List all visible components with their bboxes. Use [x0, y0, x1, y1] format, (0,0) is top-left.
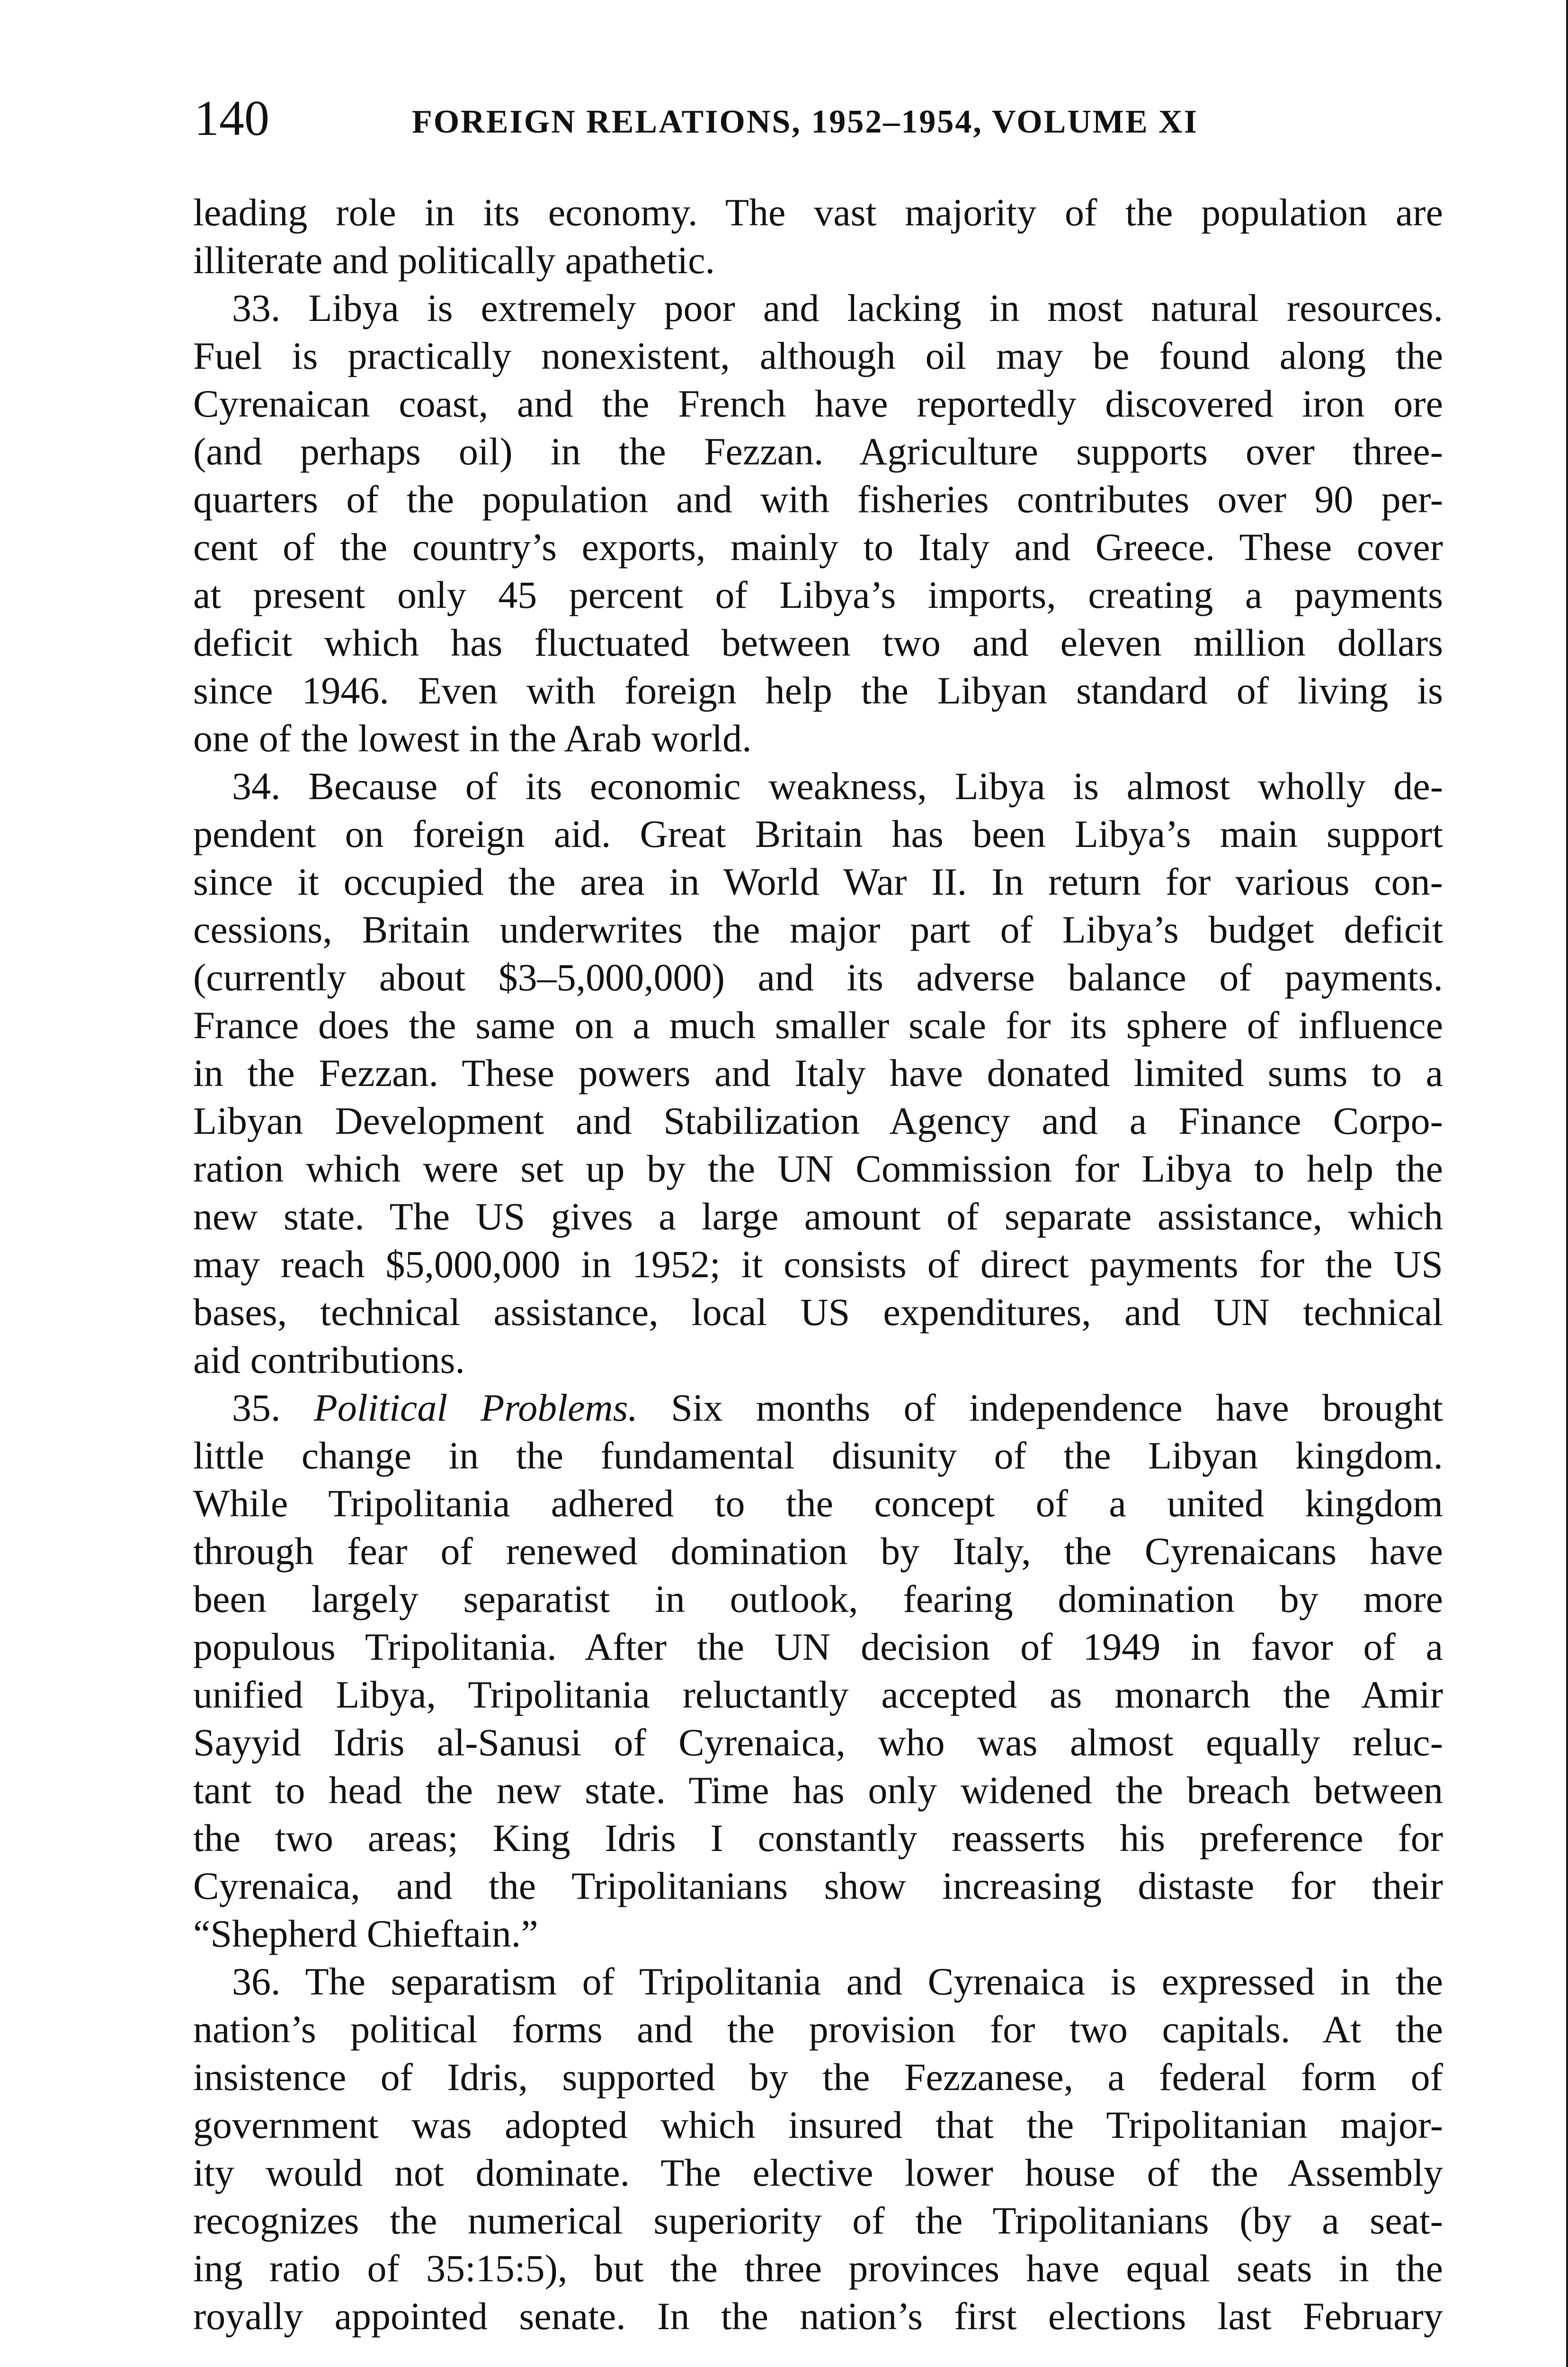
paragraph-number: 35.: [232, 1386, 281, 1429]
text-line: Cyrenaican coast, and the French have reportedly discovered iron ore: [193, 382, 1443, 425]
text-line: bases, technical assistance, local US expenditures, and UN technical: [193, 1290, 1443, 1334]
text-line: through fear of renewed domination by Italy, the Cyrenaicans have: [193, 1530, 1443, 1573]
text-line: illiterate and politically apathetic.: [193, 239, 715, 282]
text-line: may reach $5,000,000 in 1952; it consists of direct payments for the US: [193, 1243, 1443, 1286]
text-line: in the Fezzan. These powers and Italy have donated limited sums to a: [193, 1051, 1443, 1095]
text-run: Six months of independence have brought: [671, 1386, 1443, 1429]
text-line: [193, 1384, 1443, 1432]
page-edge-rule: [1566, 0, 1568, 2367]
section-heading: Political Problems.: [313, 1386, 638, 1429]
text-line: Fuel is practically nonexistent, although oil may be found along the: [193, 334, 1443, 377]
text-line: little change in the fundamental disunity of the Libyan kingdom.: [193, 1434, 1443, 1477]
text-line: Libyan Development and Stabilization Agency and a Finance Corpo-: [193, 1099, 1443, 1142]
text-line: government was adopted which insured that the Tripolitanian major-: [193, 2103, 1443, 2146]
text-line: Sayyid Idris al-Sanusi of Cyrenaica, who was almost equally reluc-: [193, 1721, 1443, 1764]
text-line: Cyrenaica, and the Tripolitanians show increasing distaste for their: [193, 1864, 1443, 1907]
text-line: the two areas; King Idris I constantly reasserts his preference for: [193, 1816, 1443, 1860]
page-number: 140: [194, 90, 269, 146]
text-line: While Tripolitania adhered to the concept of a united kingdom: [193, 1482, 1443, 1525]
paragraph-34: [193, 762, 1443, 1384]
text-line: recognizes the numerical superiority of the Tripolitanians (by a seat-: [193, 2199, 1443, 2242]
text-line: cessions, Britain underwrites the major part of Libya’s budget deficit: [193, 908, 1443, 951]
text-line: ration which were set up by the UN Commission for Libya to help the: [193, 1147, 1443, 1190]
text-line: ity would not dominate. The elective lower house of the Assembly: [193, 2151, 1443, 2194]
text-line: 34. Because of its economic weakness, Libya is almost wholly de-: [232, 765, 1443, 808]
paragraph-35: [193, 1384, 1443, 1958]
text-line: populous Tripolitania. After the UN decision of 1949 in favor of a: [193, 1625, 1443, 1668]
paragraph-32-continued: [193, 188, 1443, 284]
text-line: deficit which has fluctuated between two and eleven million dollars: [193, 621, 1443, 664]
paragraph-33: [193, 284, 1443, 762]
text-line: insistence of Idris, supported by the Fezzanese, a federal form of: [193, 2056, 1443, 2099]
text-line: “Shepherd Chieftain.”: [193, 1912, 538, 1955]
text-line: new state. The US gives a large amount of separate assistance, which: [193, 1195, 1443, 1238]
running-head: FOREIGN RELATIONS, 1952–1954, VOLUME XI: [412, 104, 1198, 140]
text-line: aid contributions.: [193, 1338, 465, 1381]
text-line: since 1946. Even with foreign help the Libyan standard of living is: [193, 669, 1443, 712]
text-line: royally appointed senate. In the nation’s first elections last February: [193, 2295, 1443, 2338]
page-header: [194, 83, 1434, 154]
text-line: quarters of the population and with fisheries contributes over 90 per-: [193, 478, 1443, 521]
text-line: nation’s political forms and the provision for two capitals. At the: [193, 2008, 1443, 2051]
text-line: leading role in its economy. The vast majority of the population are: [193, 191, 1443, 234]
text-line: been largely separatist in outlook, fearing domination by more: [193, 1577, 1443, 1620]
text-line: (and perhaps oil) in the Fezzan. Agriculture supports over three-: [193, 430, 1443, 473]
paragraph-36: [193, 1958, 1443, 2340]
text-line: pendent on foreign aid. Great Britain has been Libya’s main support: [193, 812, 1443, 855]
body-text: [193, 188, 1443, 2340]
text-line: since it occupied the area in World War II. In return for various con-: [193, 860, 1443, 903]
text-line: at present only 45 percent of Libya’s imports, creating a payments: [193, 573, 1443, 616]
text-line: one of the lowest in the Arab world.: [193, 717, 752, 760]
text-line: cent of the country’s exports, mainly to Italy and Greece. These cover: [193, 525, 1443, 569]
text-line: tant to head the new state. Time has only widened the breach between: [193, 1769, 1443, 1812]
text-line: unified Libya, Tripolitania reluctantly accepted as monarch the Amir: [193, 1673, 1443, 1716]
text-line: ing ratio of 35:15:5), but the three provinces have equal seats in the: [193, 2247, 1443, 2290]
text-line: 33. Libya is extremely poor and lacking in most natural resources.: [232, 286, 1443, 329]
text-line: 36. The separatism of Tripolitania and Cyrenaica is expressed in the: [232, 1960, 1443, 2003]
text-line: (currently about $3–5,000,000) and its adverse balance of payments.: [193, 956, 1443, 999]
text-line: France does the same on a much smaller scale for its sphere of influence: [193, 1004, 1443, 1047]
